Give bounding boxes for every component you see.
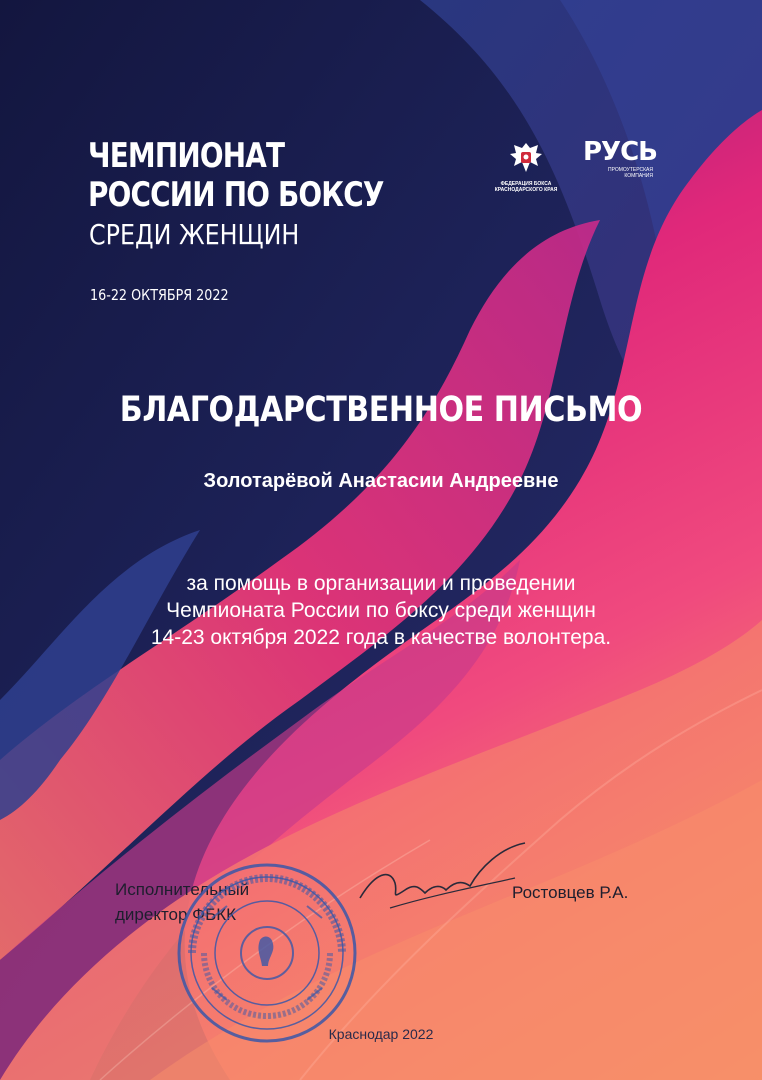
rus-logo-word: РУСЬ xyxy=(583,137,657,167)
certificate-heading: БЛАГОДАРСТВЕННОЕ ПИСЬМО xyxy=(119,390,643,430)
city-year: Краснодар 2022 xyxy=(328,1026,434,1042)
recipient-name: Золотарёвой Анастасии Андреевне xyxy=(203,470,559,492)
body-line-2: Чемпионата России по боксу среди женщин xyxy=(166,599,596,622)
event-dates: 16-22 ОКТЯБРЯ 2022 xyxy=(90,286,229,304)
body-line-3: 14-23 октября 2022 года в качестве волонтера. xyxy=(150,626,612,649)
handwritten-signature xyxy=(350,838,530,928)
signer-name: Ростовцев Р.А. xyxy=(512,883,629,902)
rus-logo xyxy=(583,137,677,179)
rus-logo-subtitle: ПРОМОУТЕРСКАЯ КОМПАНИЯ xyxy=(608,167,653,179)
federation-logo-text: ФЕДЕРАЦИЯ БОКСА КРАСНОДАРСКОГО КРАЯ xyxy=(494,181,558,193)
eagle-emblem-icon xyxy=(504,140,548,176)
event-title-line-1: ЧЕМПИОНАТ xyxy=(88,136,285,176)
certificate-body xyxy=(0,570,762,651)
signer-position-line-1: Исполнительный xyxy=(115,880,250,899)
federation-logo xyxy=(490,140,562,193)
event-title-line-3: СРЕДИ ЖЕНЩИН xyxy=(89,218,300,251)
signer-position-line-2: директор ФБКК xyxy=(115,905,237,924)
event-title-line-2: РОССИИ ПО БОКСУ xyxy=(88,175,384,215)
body-line-1: за помощь в организации и проведении xyxy=(186,572,576,595)
official-stamp xyxy=(172,858,362,1048)
